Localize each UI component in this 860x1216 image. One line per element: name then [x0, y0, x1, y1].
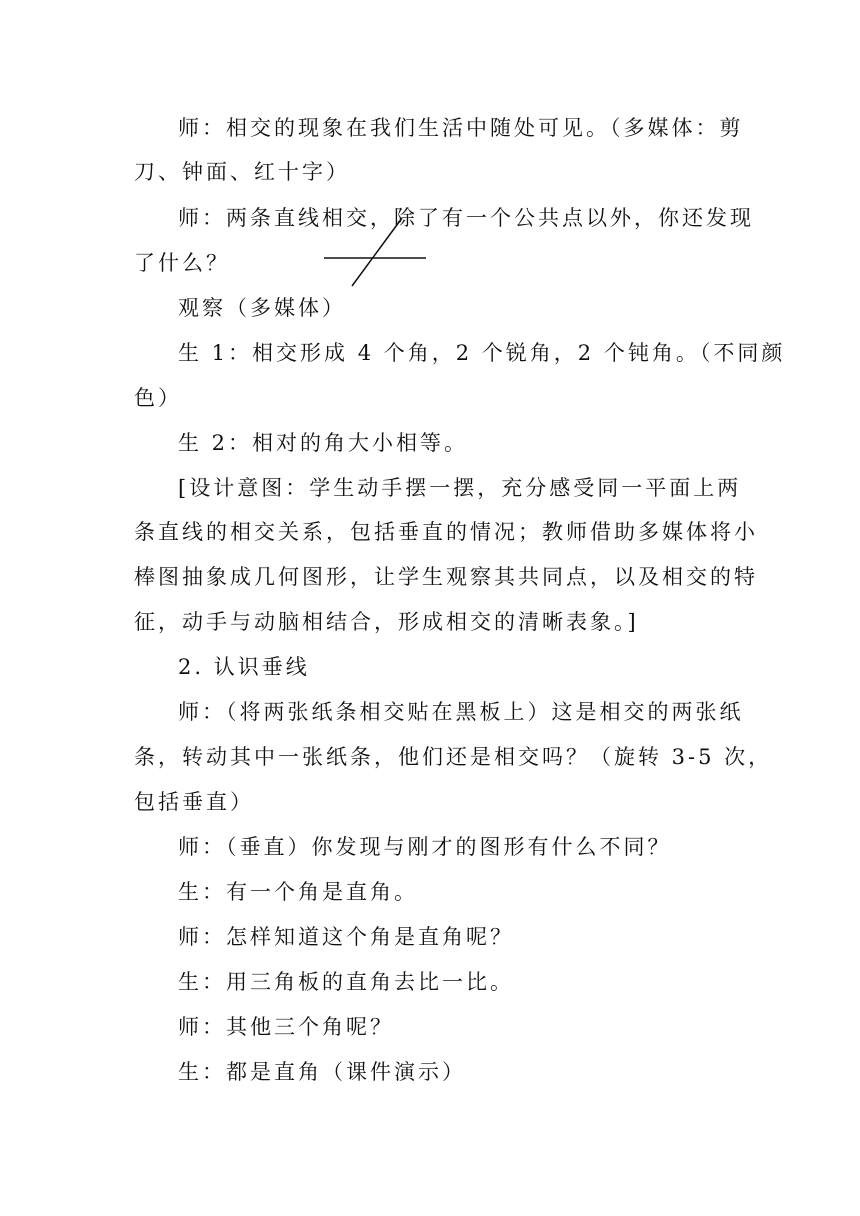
text-line: 师：（垂直）你发现与刚才的图形有什么不同？ [178, 835, 672, 859]
text-line: 棒图抽象成几何图形，让学生观察其共同点，以及相交的特 [134, 565, 758, 589]
text-line: 包括垂直） [134, 790, 254, 814]
text-line: 征，动手与动脑相结合，形成相交的清晰表象。] [134, 610, 639, 634]
text-line: 色） [134, 386, 182, 410]
text-line: 生：都是直角（课件演示） [178, 1060, 466, 1084]
text-line: 生 2：相对的角大小相等。 [178, 431, 469, 455]
intersecting-lines-figure [318, 210, 438, 290]
text-line: 条直线的相交关系，包括垂直的情况；教师借助多媒体将小 [134, 520, 758, 544]
text-line: 师：怎样知道这个角是直角呢？ [178, 925, 514, 949]
text-line: 生：有一个角是直角。 [178, 880, 418, 904]
text-line: 刀、钟面、红十字） [134, 160, 350, 184]
text-line: [设计意图：学生动手摆一摆，充分感受同一平面上两 [178, 476, 742, 500]
text-line: 了什么？ [134, 251, 230, 275]
section-heading: 2. 认识垂线 [178, 655, 310, 679]
slanted-line [352, 218, 402, 286]
text-line: 生：用三角板的直角去比一比。 [178, 970, 514, 994]
text-line: 师：（将两张纸条相交贴在黑板上）这是相交的两张纸 [178, 700, 744, 724]
text-line: 观察（多媒体） [178, 296, 346, 320]
text-line: 师：相交的现象在我们生活中随处可见。（多媒体：剪 [178, 116, 744, 140]
text-line: 条，转动其中一张纸条，他们还是相交吗？（旋转 3-5 次， [134, 745, 773, 769]
text-line: 师：其他三个角呢？ [178, 1015, 394, 1039]
text-line: 生 1：相交形成 4 个角，2 个锐角，2 个钝角。（不同颜 [178, 341, 786, 365]
text-line: 师：两条直线相交，除了有一个公共点以外，你还发现 [178, 206, 754, 230]
